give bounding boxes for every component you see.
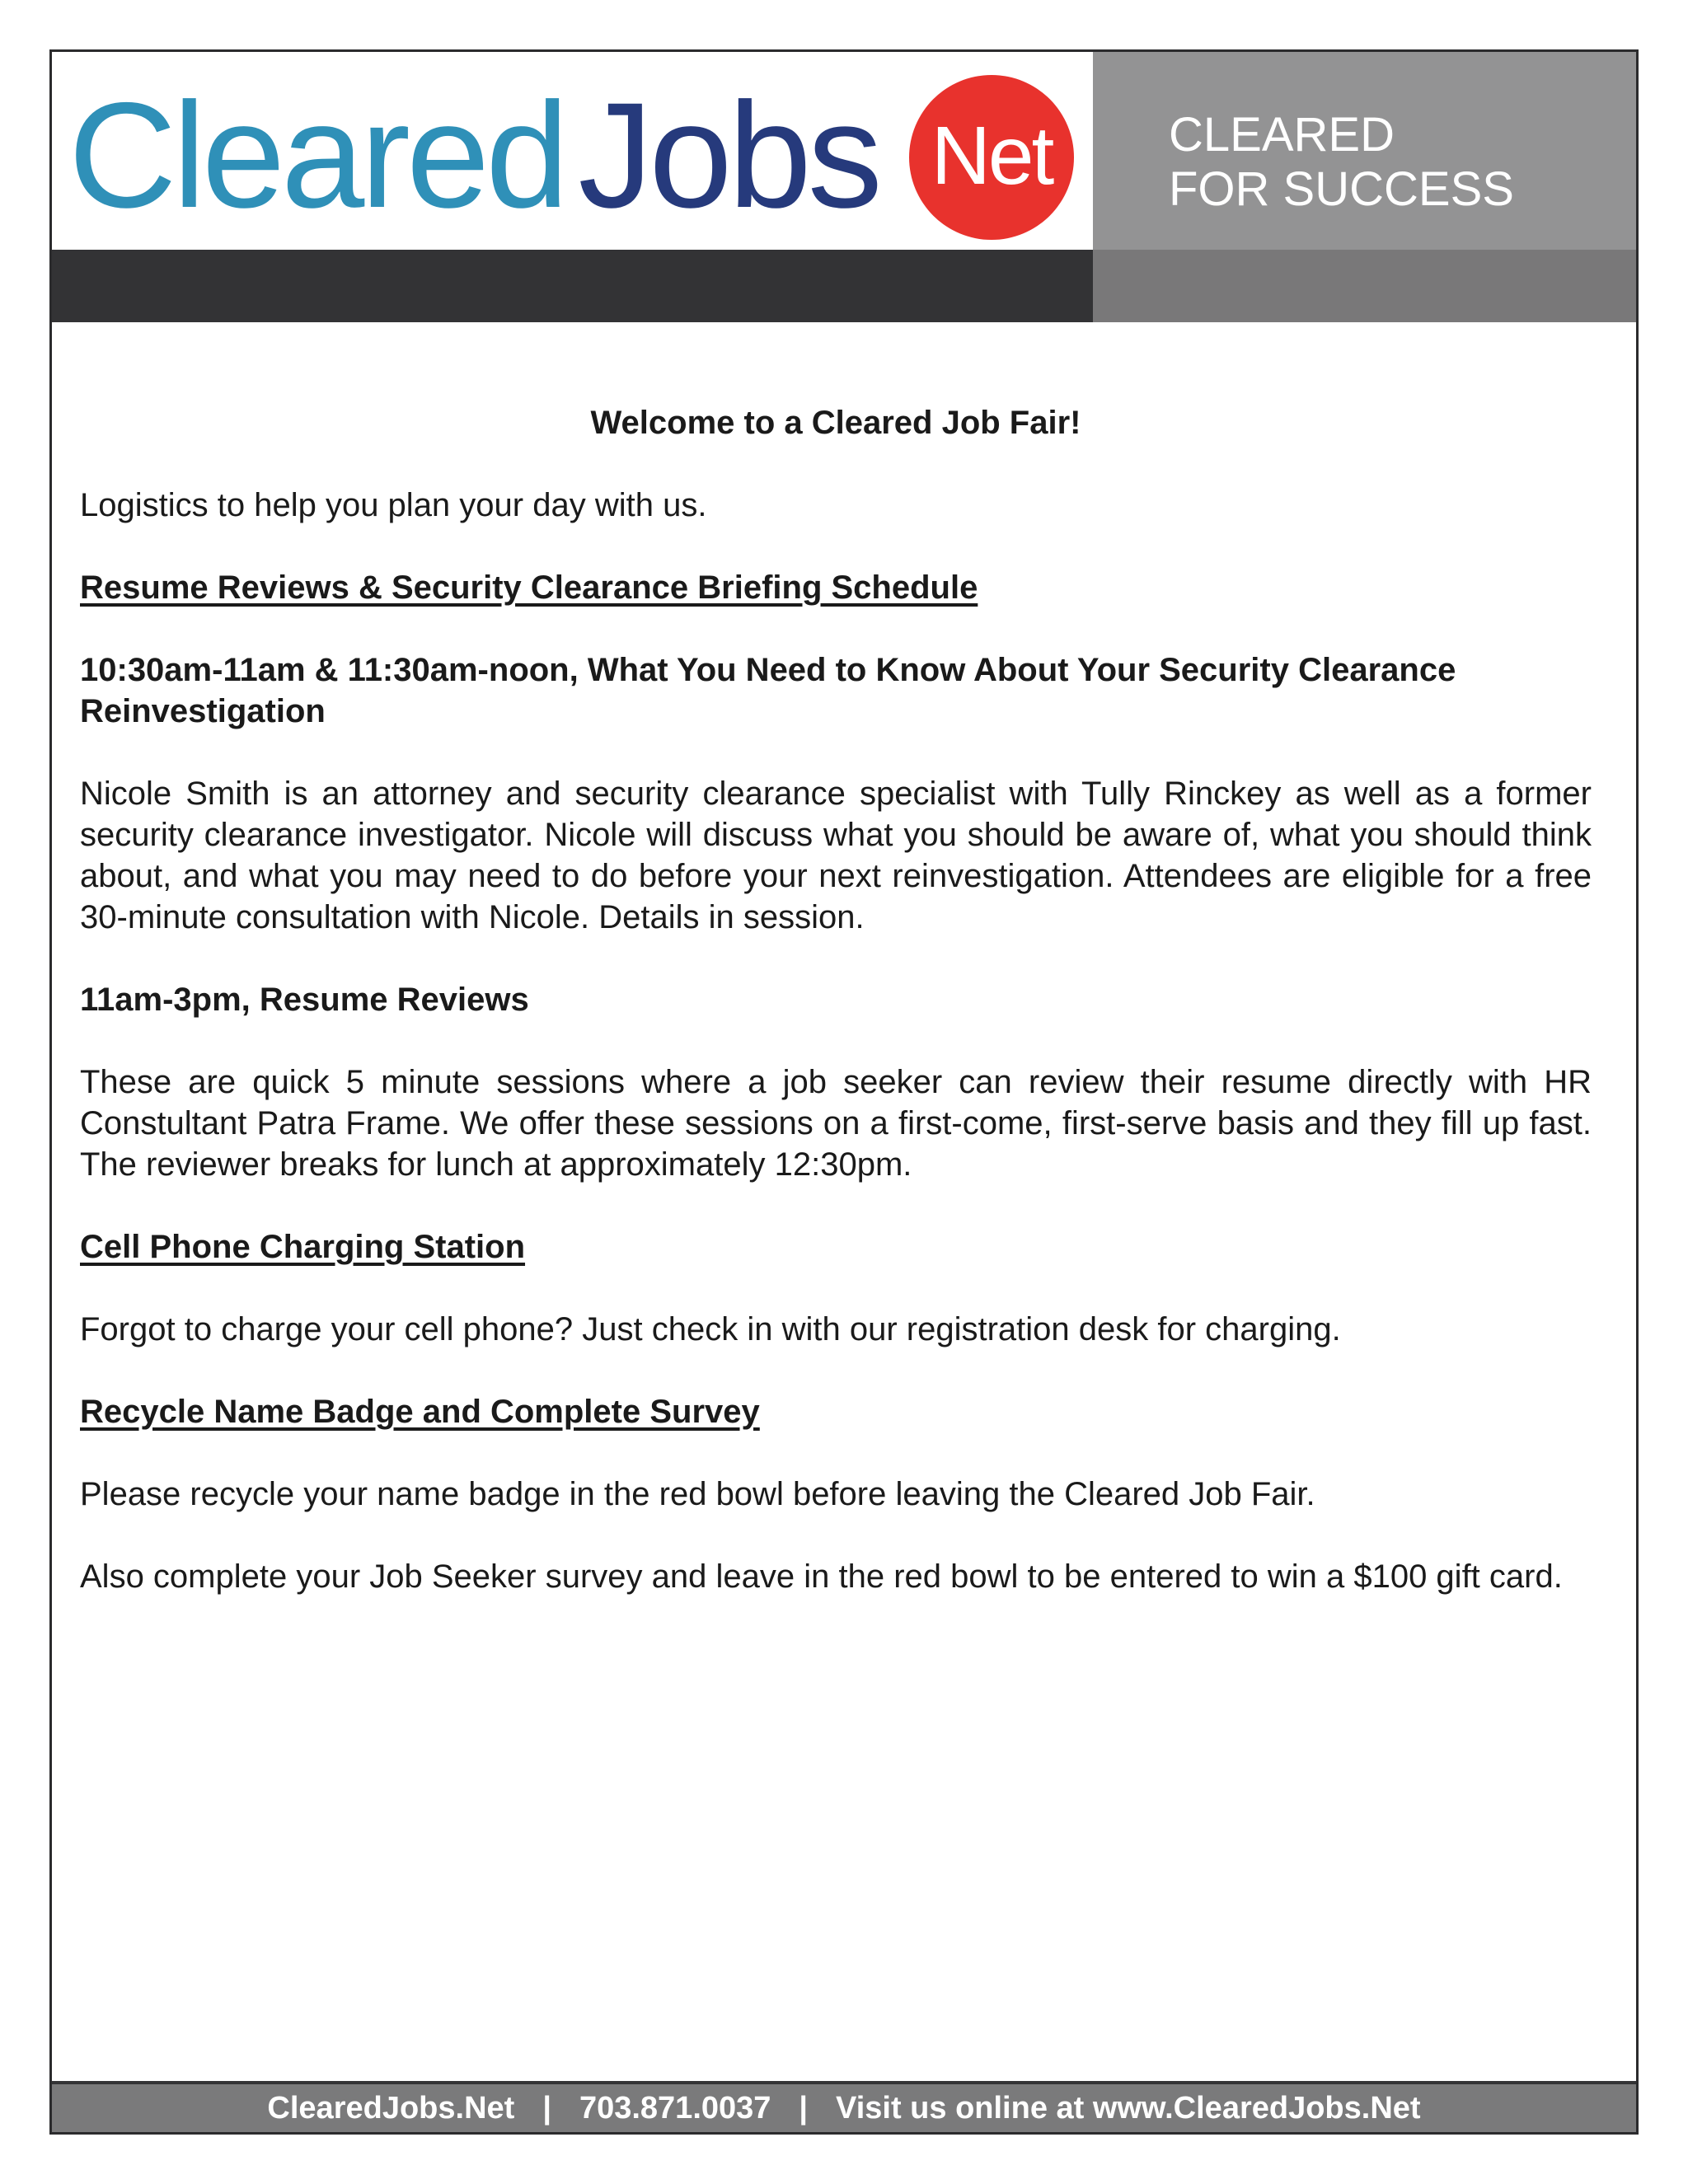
logo-wordmark bbox=[68, 71, 879, 239]
survey-body: Also complete your Job Seeker survey and leave in the red bowl to be entered to win a $100 gift card. bbox=[80, 1558, 1563, 1595]
tagline-line-1: CLEARED bbox=[1169, 108, 1395, 162]
document-body bbox=[80, 402, 1592, 1638]
page-frame bbox=[49, 49, 1639, 2135]
logo-net-text: Net bbox=[931, 110, 1053, 202]
intro-text: Logistics to help you plan your day with us. bbox=[80, 487, 707, 523]
logo-cleared-text: Cleared bbox=[68, 71, 565, 239]
session-1-title: 10:30am-11am & 11:30am-noon, What You Need to Know About Your Security Clearance Reinvestigation bbox=[80, 652, 1456, 729]
session-1-body: Nicole Smith is an attorney and security clearance specialist with Tully Rinckey as well as a former security clearance investigator. Nicole will discuss what you should be aware of, what you should think about, and what you may need to do before your next reinvestigation. Attendees are eligible for a free 30-minute consultation with Nicole. Details in session. bbox=[80, 776, 1592, 935]
header-dark-bar bbox=[52, 250, 1093, 322]
logo-net-badge bbox=[909, 75, 1074, 240]
recycle-body: Please recycle your name badge in the red bowl before leaving the Cleared Job Fair. bbox=[80, 1476, 1315, 1512]
session-2-body: These are quick 5 minute sessions where a job seeker can review their resume directly with HR Constultant Patra Frame. We offer these sessions on a first-come, first-serve basis and they fill up fast. The reviewer breaks for lunch at approximately 12:30pm. bbox=[80, 1064, 1592, 1183]
schedule-heading: Resume Reviews & Security Clearance Briefing Schedule bbox=[80, 569, 978, 606]
tagline-panel bbox=[1093, 52, 1636, 250]
welcome-title: Welcome to a Cleared Job Fair! bbox=[590, 405, 1081, 441]
charging-heading: Cell Phone Charging Station bbox=[80, 1229, 526, 1265]
recycle-heading: Recycle Name Badge and Complete Survey bbox=[80, 1394, 760, 1430]
footer-separator: | bbox=[799, 2090, 809, 2125]
footer-site: ClearedJobs.Net bbox=[267, 2090, 515, 2125]
session-2-title: 11am-3pm, Resume Reviews bbox=[80, 982, 529, 1018]
tagline bbox=[1169, 108, 1514, 217]
tagline-line-2: FOR SUCCESS bbox=[1169, 162, 1514, 216]
footer-visit: Visit us online at www.ClearedJobs.Net bbox=[836, 2090, 1421, 2125]
logo-jobs-text: Jobs bbox=[578, 71, 879, 239]
footer-separator: | bbox=[542, 2090, 551, 2125]
header bbox=[52, 52, 1636, 322]
header-gray-bar bbox=[1093, 250, 1636, 322]
footer bbox=[52, 2081, 1636, 2132]
charging-body: Forgot to charge your cell phone? Just check in with our registration desk for charging. bbox=[80, 1311, 1341, 1347]
logo bbox=[52, 52, 1093, 250]
footer-phone: 703.871.0037 bbox=[579, 2090, 771, 2125]
